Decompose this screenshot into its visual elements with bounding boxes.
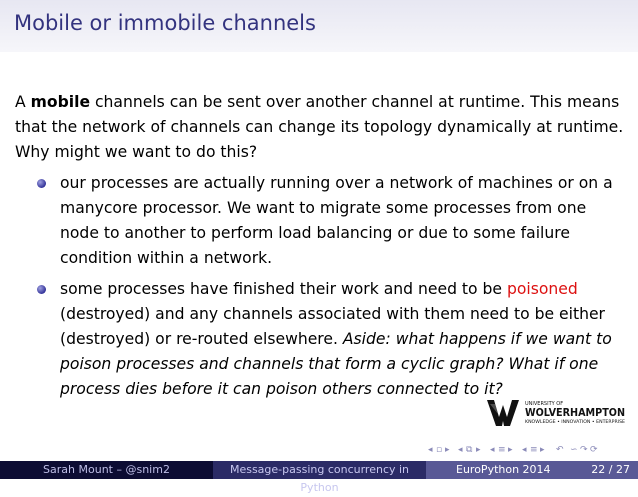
beamer-navigation: [428, 445, 628, 457]
highlighted-term: poisoned: [506, 280, 578, 298]
nav-next-section-icon[interactable]: ▸: [508, 445, 513, 455]
bullet-item: [15, 277, 625, 402]
nav-section-icon[interactable]: ≡: [498, 445, 506, 455]
nav-prev-section-icon[interactable]: ◂: [490, 445, 495, 455]
logo-line3: KNOWLEDGE • INNOVATION • ENTERPRISE: [525, 419, 626, 424]
nav-prev-slide-icon[interactable]: ◂: [428, 445, 433, 455]
nav-next-slide-icon[interactable]: ▸: [445, 445, 450, 455]
bullet-icon: [37, 285, 46, 294]
aside-text: Aside: what happens if we want to poison processes and channels that form a cyclic graph? What if one process dies before it can poison others connected to it?: [60, 330, 612, 398]
nav-search-icon[interactable]: ∽: [570, 445, 578, 455]
bullet-text: our processes are actually running over a network of machines or on a manycore processor. We want to migrate some processes from one node to another to perform load balancing or due to some failure condition within a network.: [60, 174, 613, 267]
nav-part-icon[interactable]: ≡: [530, 445, 538, 455]
slide-body: [15, 90, 625, 408]
bullet-text-before: some processes have finished their work and need to be: [60, 280, 507, 298]
logo-line1: UNIVERSITY OF: [525, 401, 564, 407]
footer-page-number: 22 / 27: [591, 463, 630, 476]
footer-talk-title: Message-passing concurrency in Python: [213, 461, 426, 479]
nav-frame-icon[interactable]: ▫: [436, 445, 443, 455]
nav-prev-subsection-icon[interactable]: ◂: [458, 445, 463, 455]
intro-bold-term: mobile: [30, 93, 91, 111]
nav-next-part-icon[interactable]: ▸: [540, 445, 545, 455]
bullet-text-after: (destroyed) and any channels associated with them need to be either (destroyed) or re-routed elsewhere.: [60, 305, 605, 348]
footer-author: Sarah Mount – @snim2: [0, 461, 213, 479]
title-bar: [0, 0, 638, 52]
intro-text-before: A: [15, 93, 31, 111]
nav-goto-icon[interactable]: ⟳: [590, 445, 598, 455]
nav-next-subsection-icon[interactable]: ▸: [476, 445, 481, 455]
nav-forward-icon[interactable]: ↷: [580, 445, 588, 455]
nav-prev-part-icon[interactable]: ◂: [522, 445, 527, 455]
logo-line2: WOLVERHAMPTON: [525, 406, 625, 419]
footer-conference: EuroPython 2014: [456, 463, 551, 476]
intro-paragraph: [15, 90, 625, 165]
university-logo: [487, 397, 627, 427]
bullet-icon: [37, 179, 46, 188]
footer-right-panel: [426, 461, 638, 479]
slide-title: Mobile or immobile channels: [14, 11, 316, 35]
bullet-list: [15, 171, 625, 402]
intro-text-after: channels can be sent over another channel at runtime. This means that the network of channels can change its topology dynamically at runtime. Why might we want to do this?: [15, 93, 624, 161]
bullet-item: [15, 171, 625, 271]
slide-footer: [0, 461, 638, 494]
nav-back-icon[interactable]: ↶: [556, 445, 564, 455]
logo-mark-icon: [487, 400, 519, 426]
nav-subsection-icon[interactable]: ⧉: [466, 445, 473, 455]
